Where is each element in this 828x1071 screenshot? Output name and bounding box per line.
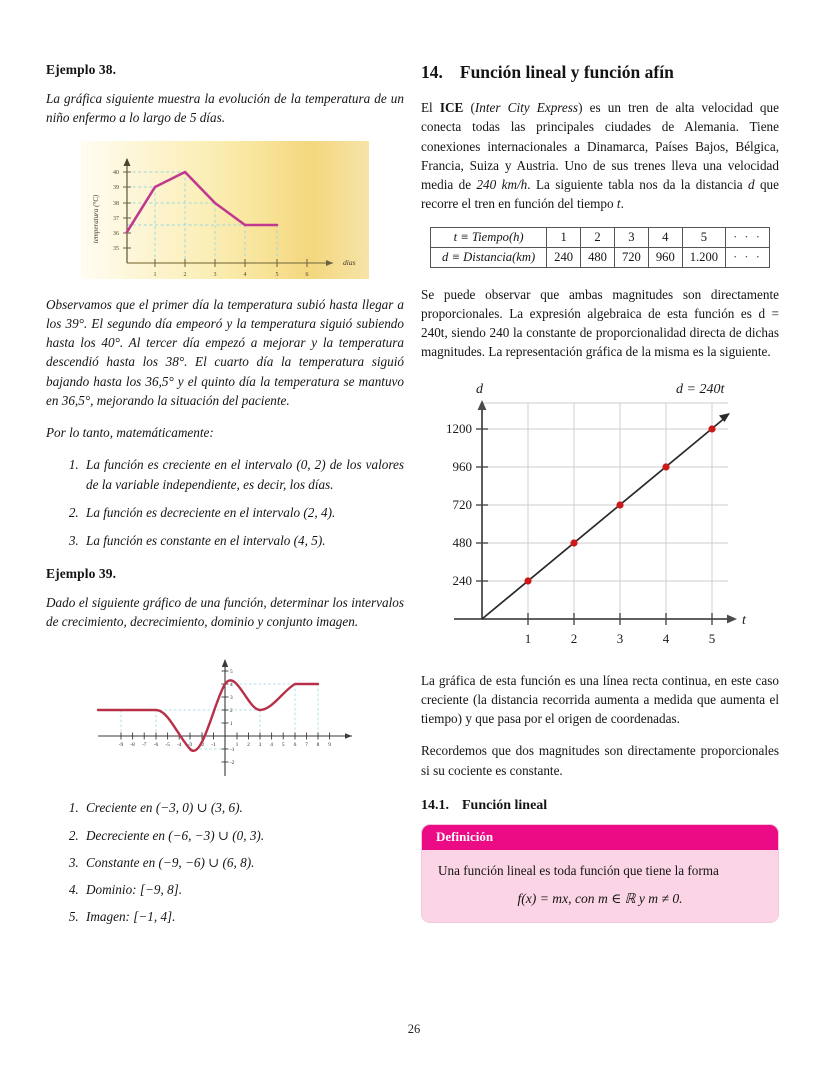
recordemos-paragraph: Recordemos que dos magnitudes son directamente proporcionales si su cociente es constante. xyxy=(421,743,779,778)
definition-text: Una función lineal es toda función que tiene la forma xyxy=(438,862,719,878)
svg-text:-6: -6 xyxy=(153,742,159,749)
svg-text:4: 4 xyxy=(243,271,247,278)
svg-text:480: 480 xyxy=(452,534,472,550)
proporcionales-paragraph: Se puede observar que ambas magnitudes son directamente proporcionales. La expresión algebraica de esta función es d = 240t, siendo 240 la constante de proporcionalidad directa de dichas magnitudes. La representación gráfica de la misma es la siguiente. xyxy=(421,286,779,360)
cell: 2 xyxy=(581,227,615,247)
svg-text:2: 2 xyxy=(183,271,187,278)
cell: 1.200 xyxy=(682,247,725,267)
por-lo-tanto-lead: Por lo tanto, matemáticamente: xyxy=(46,425,214,441)
svg-text:1: 1 xyxy=(524,630,532,646)
piecewise-figure xyxy=(90,644,360,784)
ejemplo-38-intro: La gráfica siguiente muestra la evolución de la temperatura de un niño enfermo a lo largo de 5 días. xyxy=(46,91,404,126)
svg-text:9: 9 xyxy=(328,742,331,749)
svg-text:720: 720 xyxy=(452,496,472,512)
piecewise-chart-svg xyxy=(90,644,360,784)
data-point xyxy=(570,539,577,546)
svg-text:960: 960 xyxy=(452,458,472,474)
svg-text:5: 5 xyxy=(230,669,233,676)
svg-text:-2: -2 xyxy=(230,760,235,767)
piecewise-curve xyxy=(98,681,318,754)
subsection-number: 14.1. xyxy=(421,797,449,813)
svg-text:-1: -1 xyxy=(211,742,216,749)
x-tick-labels xyxy=(525,631,716,646)
axes xyxy=(454,400,737,623)
svg-text:35: 35 xyxy=(113,245,119,252)
right-column xyxy=(421,62,779,923)
svg-text:-2: -2 xyxy=(199,742,205,749)
svg-text:8: 8 xyxy=(316,742,320,749)
ice-intro-paragraph: El ICE (Inter City Express) es un tren de alta velocidad que conecta todas las principales ciudades de Alemania. Tiene conexiones internacionales a Dinamarca, Países Bajos, Bélgica, Francia, Suiza y Austria. Uno de sus trenes lleva una velocidad media de 240 km/h. La siguiente tabla nos da la distancia d que recorre el tren en función del tiempo t. xyxy=(421,100,780,212)
list-item: 4. Dominio: [−9, 8]. xyxy=(82,880,404,899)
grafica-descripcion-paragraph: La gráfica de esta función es una línea recta continua, en este caso creciente (la distancia recorrida aumenta a medida que aumenta el tiempo) y que pasa por el origen de coordenadas. xyxy=(421,672,779,727)
table-wrapper xyxy=(421,227,779,268)
ejemplo-39-answers xyxy=(46,798,404,926)
svg-text:3: 3 xyxy=(230,695,233,702)
svg-text:-3: -3 xyxy=(187,742,193,749)
svg-text:-8: -8 xyxy=(130,742,135,749)
y-axis-title: temperatura (°C) xyxy=(92,194,100,243)
svg-text:2: 2 xyxy=(230,708,233,715)
svg-text:2: 2 xyxy=(570,630,578,646)
cell: 720 xyxy=(614,247,648,267)
svg-text:6: 6 xyxy=(305,271,309,278)
linear-figure xyxy=(440,375,760,655)
svg-text:5: 5 xyxy=(708,630,716,646)
subsection-heading xyxy=(421,798,779,814)
svg-text:38: 38 xyxy=(113,200,119,207)
cell-ellipsis: · · · xyxy=(726,247,770,267)
svg-text:1200: 1200 xyxy=(446,420,472,436)
data-point xyxy=(708,425,715,432)
linear-chart-svg xyxy=(440,375,760,655)
section-heading xyxy=(421,62,779,83)
svg-text:1: 1 xyxy=(153,271,157,278)
axes xyxy=(98,659,352,776)
table-row xyxy=(431,227,770,247)
svg-text:-1: -1 xyxy=(230,747,235,754)
svg-text:4: 4 xyxy=(662,630,670,646)
function-line xyxy=(482,417,726,619)
svg-text:5: 5 xyxy=(281,742,285,749)
section-number: 14. xyxy=(421,62,443,82)
ejemplo-38-analysis: Observamos que el primer día la temperatura subió hasta llegar a los 39°. El segundo día empeoró y la temperatura siguió subiendo hasta los 40°. Al tercer día empezó a mejorar y la temperatura descendió hasta los 38°. El cuarto día la temperatura siguió bajando hasta los 36,5° y el quinto día la temperatura se mantuvo en 36,5°, mejorando la situación del paciente. xyxy=(46,296,404,408)
ejemplo-39-intro: Dado el siguiente gráfico de una función, determinar los intervalos de crecimiento, decrecimiento, dominio y conjunto imagen. xyxy=(46,594,404,630)
cell: 5 xyxy=(682,227,725,247)
svg-text:4: 4 xyxy=(230,682,233,689)
definition-formula: f(x) = mx, con m ∈ ℝ y m ≠ 0. xyxy=(517,891,683,907)
svg-text:3: 3 xyxy=(258,742,262,749)
left-column xyxy=(46,62,404,938)
svg-text:1: 1 xyxy=(230,721,233,728)
gridlines xyxy=(482,403,728,619)
svg-text:7: 7 xyxy=(305,742,308,749)
y-tick-labels xyxy=(446,421,472,588)
cell: 480 xyxy=(581,247,615,267)
temperature-figure xyxy=(81,141,369,279)
cell-ellipsis: · · · xyxy=(726,227,770,247)
svg-text:4: 4 xyxy=(270,742,273,749)
data-point xyxy=(662,463,669,470)
x-axis-title: días xyxy=(343,257,356,267)
ejemplo-38-heading: Ejemplo 38. xyxy=(46,62,117,77)
y-axis-label: d xyxy=(476,381,483,397)
x-axis-label: t xyxy=(742,612,746,628)
definition-box xyxy=(421,824,779,923)
svg-text:3: 3 xyxy=(616,630,624,646)
row-label: t ≡ Tiempo(h) xyxy=(453,229,524,244)
definition-box-body xyxy=(422,850,778,922)
svg-text:6: 6 xyxy=(293,742,297,749)
svg-text:-7: -7 xyxy=(141,742,147,749)
svg-text:2: 2 xyxy=(247,742,250,749)
subsection-title: Función lineal xyxy=(462,797,548,813)
cell: 3 xyxy=(614,227,648,247)
table-row xyxy=(431,247,770,267)
definition-box-header: Definición xyxy=(422,825,778,850)
cell: 4 xyxy=(648,227,682,247)
data-point xyxy=(524,577,531,584)
cell: 1 xyxy=(547,227,581,247)
list-item: 1. La función es creciente en el intervalo (0, 2) de los valores de la variable independiente, es decir, los días. xyxy=(82,455,404,493)
svg-text:3: 3 xyxy=(213,271,217,278)
list-item: 5. Imagen: [−1, 4]. xyxy=(82,907,404,926)
section-title: Función lineal y función afín xyxy=(459,62,674,82)
cell: 960 xyxy=(648,247,682,267)
temperature-chart-svg xyxy=(81,141,369,279)
svg-text:40: 40 xyxy=(113,169,119,176)
ejemplo-38-conclusions xyxy=(46,455,404,550)
svg-text:240: 240 xyxy=(452,572,472,588)
svg-text:-9: -9 xyxy=(118,742,124,749)
list-item: 2. La función es decreciente en el intervalo (2, 4). xyxy=(82,503,404,522)
svg-text:-5: -5 xyxy=(165,742,170,749)
tiempo-distancia-table xyxy=(430,227,770,268)
row-label: d ≡ Distancia(km) xyxy=(442,249,536,264)
data-point xyxy=(616,501,623,508)
svg-text:-4: -4 xyxy=(176,742,182,749)
list-item: 2. Decreciente en (−6, −3) ∪ (0, 3). xyxy=(82,826,404,845)
svg-text:39: 39 xyxy=(113,184,119,191)
equation-label: d = 240t xyxy=(676,381,725,397)
svg-text:36: 36 xyxy=(113,230,119,237)
y-tick-labels xyxy=(230,669,235,766)
list-item: 3. Constante en (−9, −6) ∪ (6, 8). xyxy=(82,853,404,872)
ejemplo-39-heading: Ejemplo 39. xyxy=(46,565,117,581)
svg-text:37: 37 xyxy=(113,215,119,222)
svg-text:5: 5 xyxy=(275,271,279,278)
page-number: 26 xyxy=(407,1022,421,1036)
list-item: 3. La función es constante en el intervalo (4, 5). xyxy=(82,531,404,550)
svg-text:1: 1 xyxy=(235,742,239,749)
list-item: 1. Creciente en (−3, 0) ∪ (3, 6). xyxy=(82,798,404,817)
cell: 240 xyxy=(547,247,581,267)
